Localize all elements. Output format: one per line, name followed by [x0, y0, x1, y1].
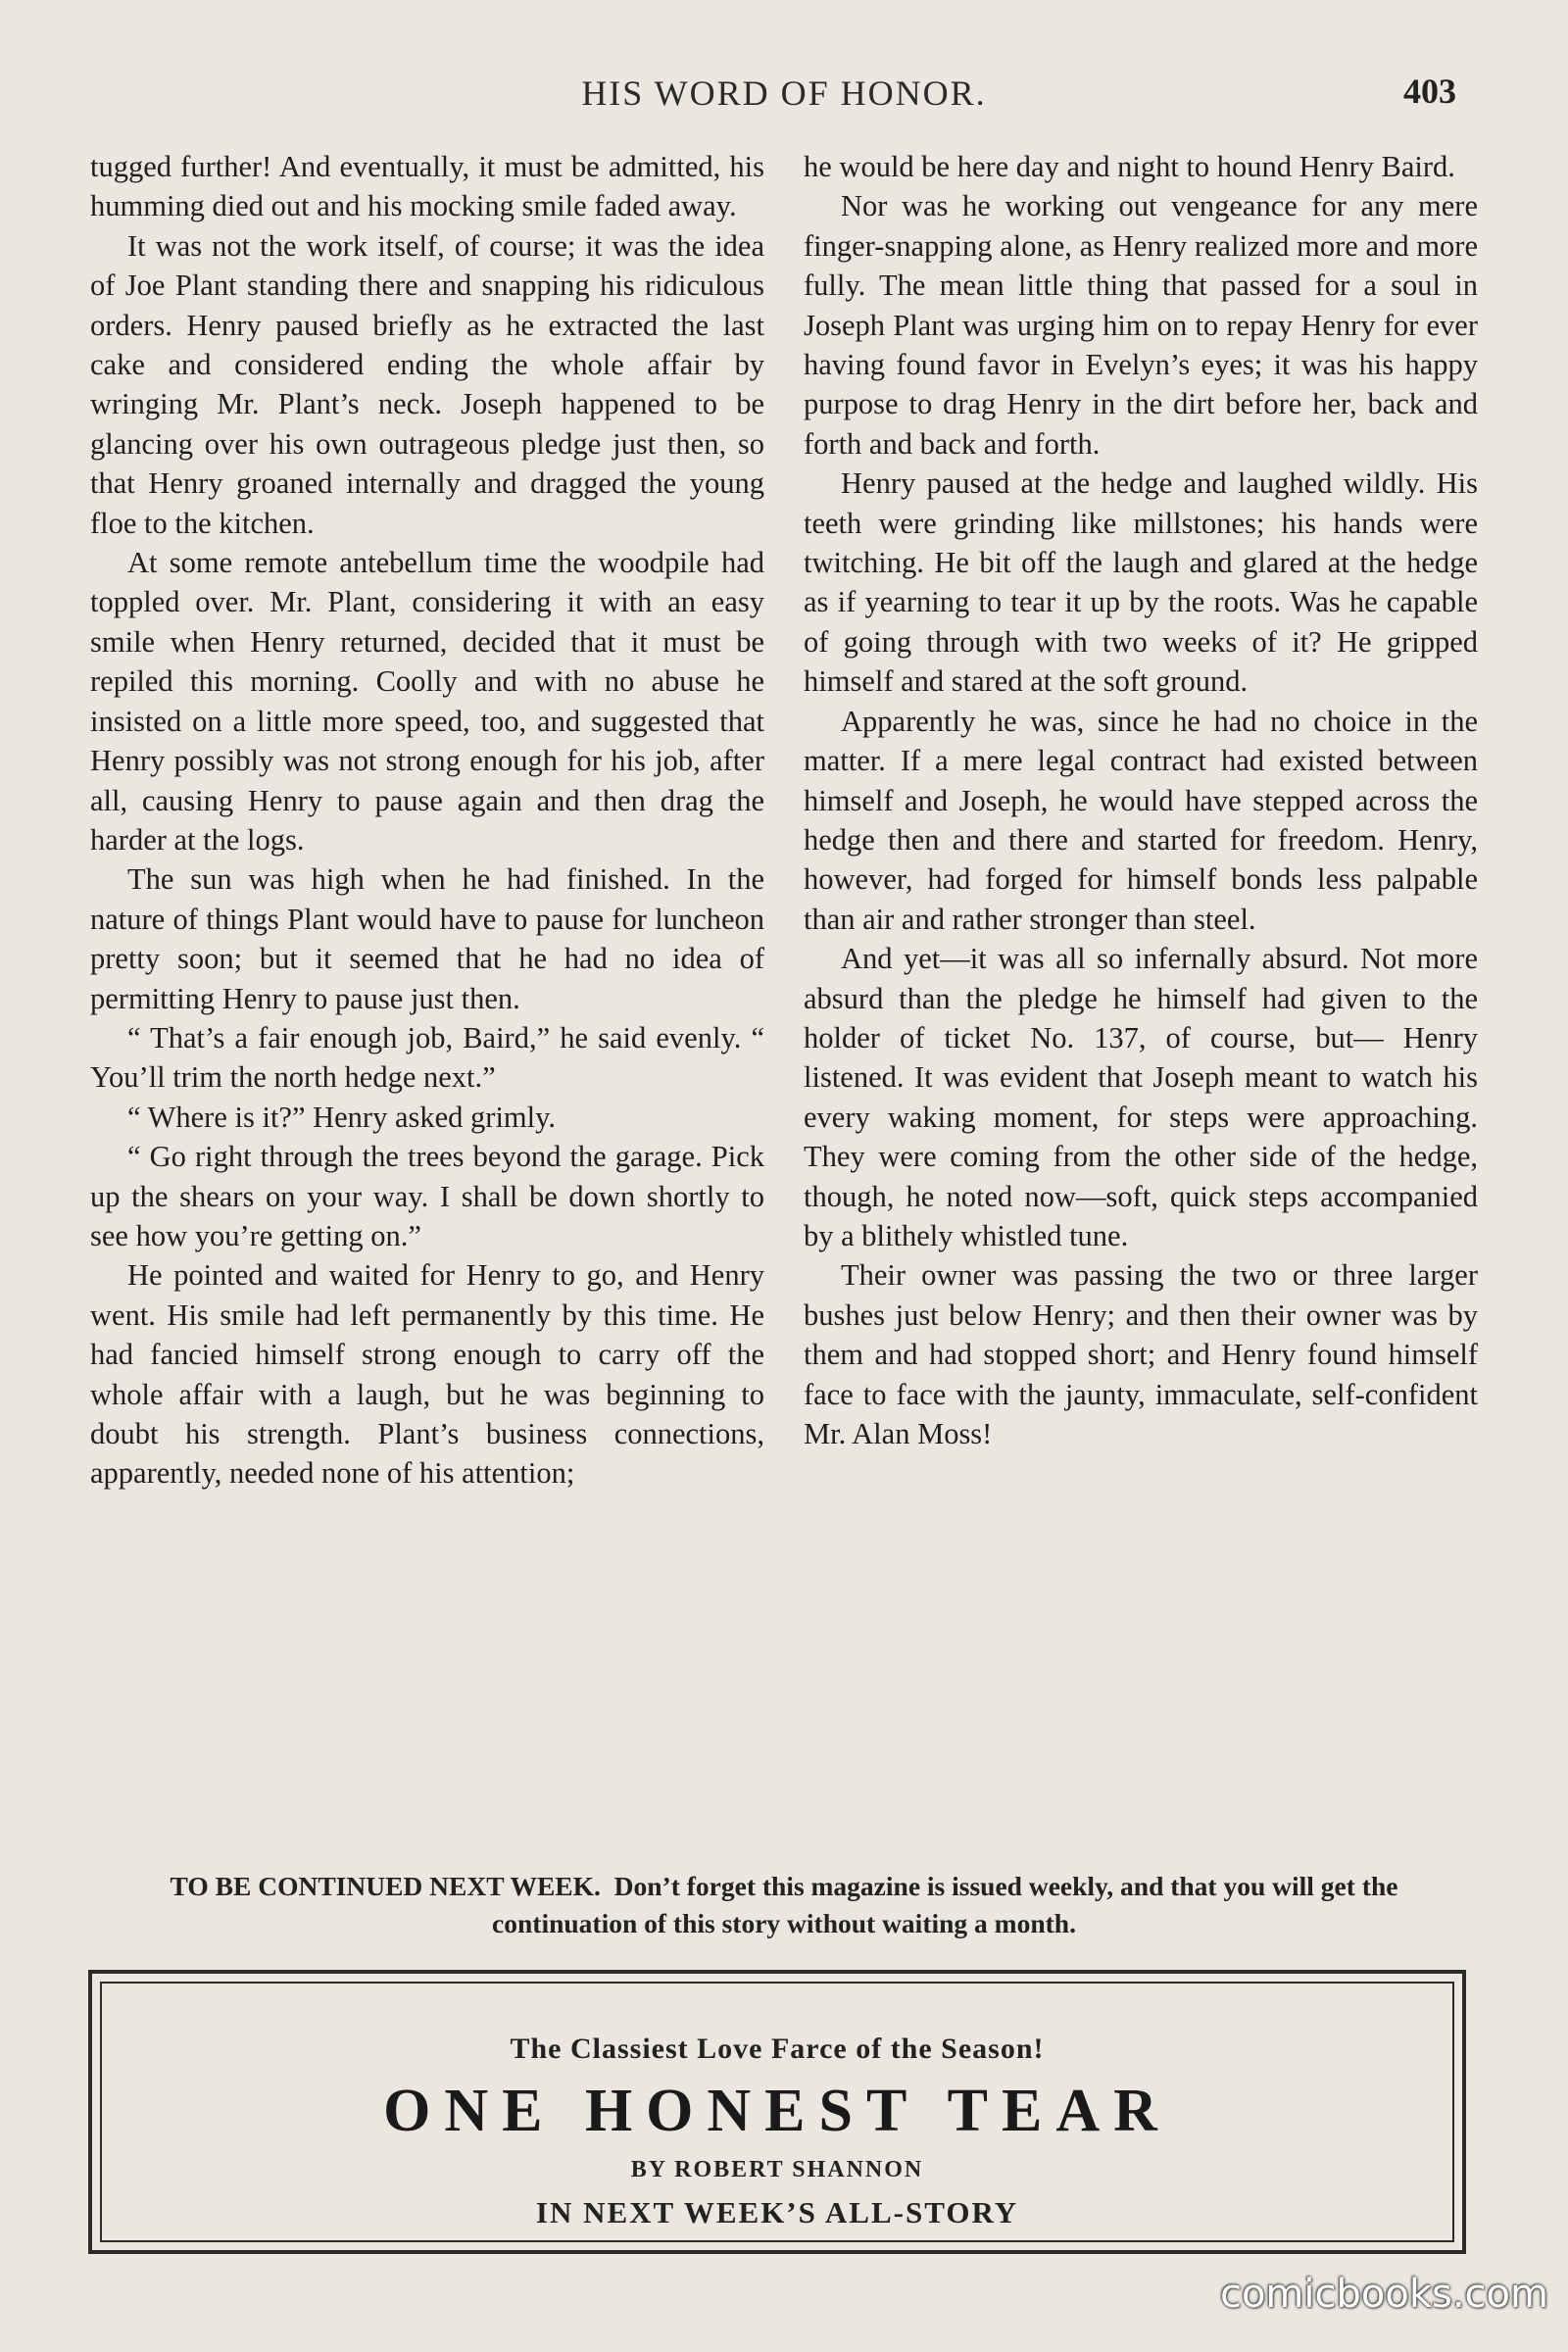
- paragraph: At some remote antebellum time the woodpile had toppled over. Mr. Plant, considering it with an easy smile when Henry returned, decided that it must be repiled this morning. Coolly and with no abuse he insisted on a little more speed, too, and suggested that Henry possibly was not strong enough for his job, after all, causing Henry to pause again and then drag the harder at the logs.: [90, 546, 764, 857]
- paragraph: “ Where is it?” Henry asked grimly.: [127, 1100, 557, 1134]
- paragraph: Their owner was passing the two or three larger bushes just below Henry; and then their owner was by them and had stopped short; and Henry found himself face to face with the jaunty, immaculate, self-confident Mr. Alan Moss!: [804, 1258, 1478, 1450]
- continued-text: Don’t forget this magazine is issued weekly, and that you will get the continuation of this story without waiting a month.: [492, 1871, 1398, 1938]
- ad-issue: IN NEXT WEEK’S ALL-STORY: [535, 2195, 1019, 2230]
- paragraph: It was not the work itself, of course; it was the idea of Joe Plant standing there and snapping his ridiculous orders. Henry paused briefly as he extracted the last cake and considered ending the whole affair by wringing Mr. Plant’s neck. Joseph happened to be glancing over his own outrageous pledge just then, so that Henry groaned internally and dragged the young floe to the kitchen.: [90, 228, 764, 540]
- page-number: 403: [1403, 72, 1456, 111]
- running-head: [0, 71, 1568, 120]
- ad-title: ONE HONEST TEAR: [383, 2078, 1171, 2144]
- paragraph: Apparently he was, since he had no choice in the matter. If a mere legal contract had existed between himself and Joseph, he would have stepped across the hedge then and there and started for freedom. Henry, however, had forged for himself bonds less palpable than air and rather stronger than steel.: [804, 704, 1478, 936]
- paragraph: tugged further! And eventually, it must be admitted, his humming died out and his mocking smile faded away.: [90, 150, 764, 223]
- ad-tagline: The Classiest Love Farce of the Season!: [510, 2033, 1045, 2065]
- paragraph: He pointed and waited for Henry to go, and Henry went. His smile had left permanently by this time. He had fancied himself strong enough to carry off the whole affair with a laugh, but he was beginning to doubt his strength. Plant’s business connections, apparently, needed none of his attention;: [90, 1258, 764, 1491]
- paragraph: “ Go right through the trees beyond the garage. Pick up the shears on your way. I shall be down shortly to see how you’re getting on.”: [90, 1140, 764, 1252]
- left-column: [90, 147, 764, 1494]
- paragraph: And yet—it was all so infernally absurd. Not more absurd than the pledge he himself had given to the holder of ticket No. 137, of course, but— Henry listened. It was evident that Joseph meant to watch his every waking moment, for steps were approaching. They were coming from the other side of the hedge, though, he noted now—soft, quick steps accompanied by a blithely whistled tune.: [804, 942, 1478, 1252]
- watermark: comicbooks.com: [1219, 2272, 1548, 2317]
- right-column: [804, 147, 1478, 1453]
- advertisement-box: [88, 1970, 1466, 2254]
- ad-byline: BY ROBERT SHANNON: [630, 2157, 924, 2182]
- paragraph: he would be here day and night to hound Henry Baird.: [804, 150, 1455, 183]
- paragraph: “ That’s a fair enough job, Baird,” he said evenly. “ You’ll trim the north hedge next.”: [90, 1020, 764, 1095]
- paragraph: The sun was high when he had finished. In the nature of things Plant would have to pause for luncheon pretty soon; but it seemed that he had no idea of permitting Henry to pause just then.: [90, 862, 764, 1015]
- continued-lead: TO BE CONTINUED NEXT WEEK.: [170, 1871, 601, 1901]
- continued-notice: [98, 1868, 1470, 1942]
- paragraph: Henry paused at the hedge and laughed wildly. His teeth were grinding like millstones; his hands were twitching. He bit off the laugh and glared at the hedge as if yearning to tear it up by the roots. Was he capable of going through with two weeks of it? He gripped himself and stared at the soft ground.: [804, 466, 1478, 699]
- advertisement-inner-border: [100, 1982, 1454, 2242]
- paragraph: Nor was he working out vengeance for any mere finger-snapping alone, as Henry realized more and more fully. The mean little thing that passed for a soul in Joseph Plant was urging him on to repay Henry for ever having found favor in Evelyn’s eyes; it was his happy purpose to drag Henry in the dirt before her, back and forth and back and forth.: [804, 189, 1478, 461]
- running-title: HIS WORD OF HONOR.: [581, 74, 987, 113]
